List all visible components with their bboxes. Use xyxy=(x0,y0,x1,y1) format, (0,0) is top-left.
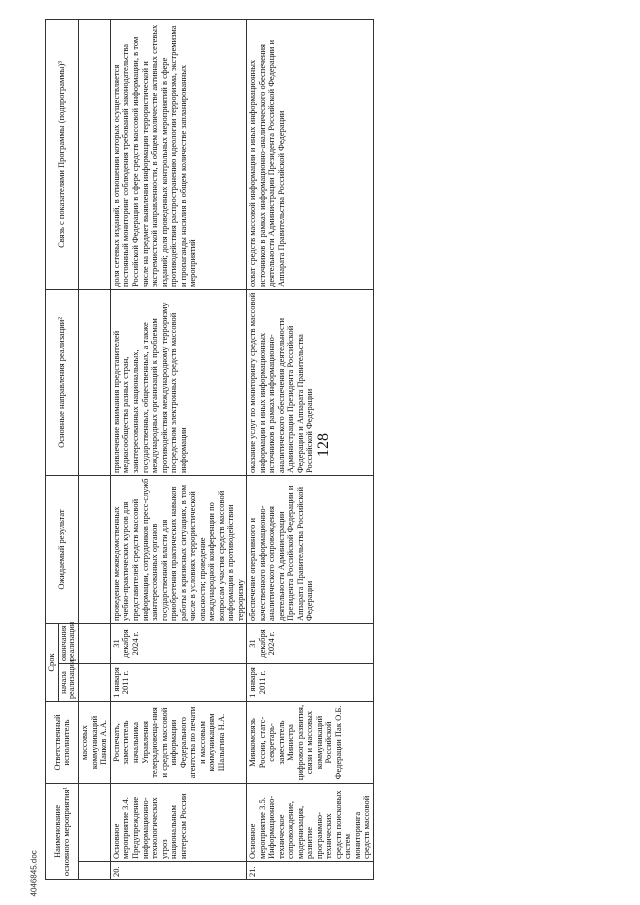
cell xyxy=(79,862,111,880)
table-row xyxy=(247,20,374,880)
header-term: Срок xyxy=(46,624,59,702)
cell-end: 31 декабря 2024 г. xyxy=(110,624,246,664)
cell-result: обеспечение оперативного и качественного информационно-аналитического сопровождения деятельности Администрации Президента Российской Федерации и Аппарата Правительства Российской Федерации xyxy=(247,476,374,624)
cell-name: Основное мероприятие 3.4. Предупреждение информационно-технологических угроз национальным интересам России xyxy=(110,784,246,862)
document-id: 4046845.doc xyxy=(29,850,39,897)
cell xyxy=(79,784,111,862)
cell-start: 1 января 2011 г. xyxy=(247,664,374,702)
cell-start: 1 января 2011 г. xyxy=(110,664,246,702)
header-name: Наименование основного мероприятия¹ xyxy=(46,784,79,880)
cell-executor: массовых коммуникаций Панков А.А. xyxy=(79,702,111,784)
header-directions: Основные направления реализации² xyxy=(46,290,79,476)
cell-number: 21. xyxy=(247,862,374,880)
header-executor: Ответственный исполнитель xyxy=(46,702,79,784)
cell-end: 31 декабря 2024 г. xyxy=(247,624,374,664)
cell-executor: Минкомсвязь России, статс-секретарь-заместитель Министра цифрового развития, связи и массовых коммуникаций Российской Федерации Пак О.Б. xyxy=(247,702,374,784)
cell-number: 20. xyxy=(110,862,246,880)
cell-executor: Роспечать, заместитель начальника Управления телерадиовеща-ния и средств массовой информации Федерального агентства по печати и массовым коммуникациям Шалыгина Н.А. xyxy=(110,702,246,784)
page-number: 128 xyxy=(315,433,332,457)
cell xyxy=(79,20,111,290)
header-start: начала реализации xyxy=(58,664,79,702)
cell-directions: оказание услуг по мониторингу средств массовой информации и иных информационных источников в рамках информационно-аналитического обеспечения деятельности Администрации Президента Российской Федерации и Аппарата Правительства Российской Федерации xyxy=(247,290,374,476)
rotated-table-area xyxy=(45,20,565,880)
table-row xyxy=(110,20,246,880)
header-result: Ожидаемый результат xyxy=(46,476,79,624)
cell-directions: привлечение внимания представителей медиасообщества разных стран, заинтересованных национальных, государственных, общественных, а также международных организаций к проблемам противодействия международному терроризму посредством электронных средств массовой информации xyxy=(110,290,246,476)
cell xyxy=(79,624,111,664)
continuation-row xyxy=(79,20,111,880)
header-row xyxy=(46,20,59,880)
cell-link: доля сетевых изданий, в отношении которых осуществляется постоянный мониторинг соблюдения требований законодательства Российской Федерации в сфере средств массовой информации, в том числе на предмет выявления информации террористической и экстремистской направленности, в общем количестве активных сетевых изданий; доля проведенных контрольных мероприятий в сфере противодействия распространению идеологии терроризма, экстремизма и пропаганды насилия в общем количестве запланированных мероприятий xyxy=(110,20,246,290)
cell xyxy=(79,476,111,624)
header-end: окончания реализации xyxy=(58,624,79,664)
cell-result: проведение межведомственных учебно-практических курсов для представителей средств массовой информации, сотрудников пресс-служб заинтересованных органов государственной власти для приобретения практических навыков работы в кризисных ситуациях, в том числе в условиях террористической опасности; проведение международной конференции по вопросам участия средств массовой информации в противодействии терроризму xyxy=(110,476,246,624)
cell-link: охват средств массовой информации и иных информационных источников в рамках информационно-аналитического обеспечения деятельности Администрации Президента Российской Федерации и Аппарата Правительства Российской Федерации xyxy=(247,20,374,290)
cell-name: Основное мероприятие 3.5. Информационно-техническое сопровождение, модернизация, развитие программно-технических средств поисковых систем мониторинга средств массовой xyxy=(247,784,374,862)
header-link: Связь с показателями Программы (подпрограммы)³ xyxy=(46,20,79,290)
cell xyxy=(79,290,111,476)
cell xyxy=(79,664,111,702)
activities-table xyxy=(45,19,374,880)
